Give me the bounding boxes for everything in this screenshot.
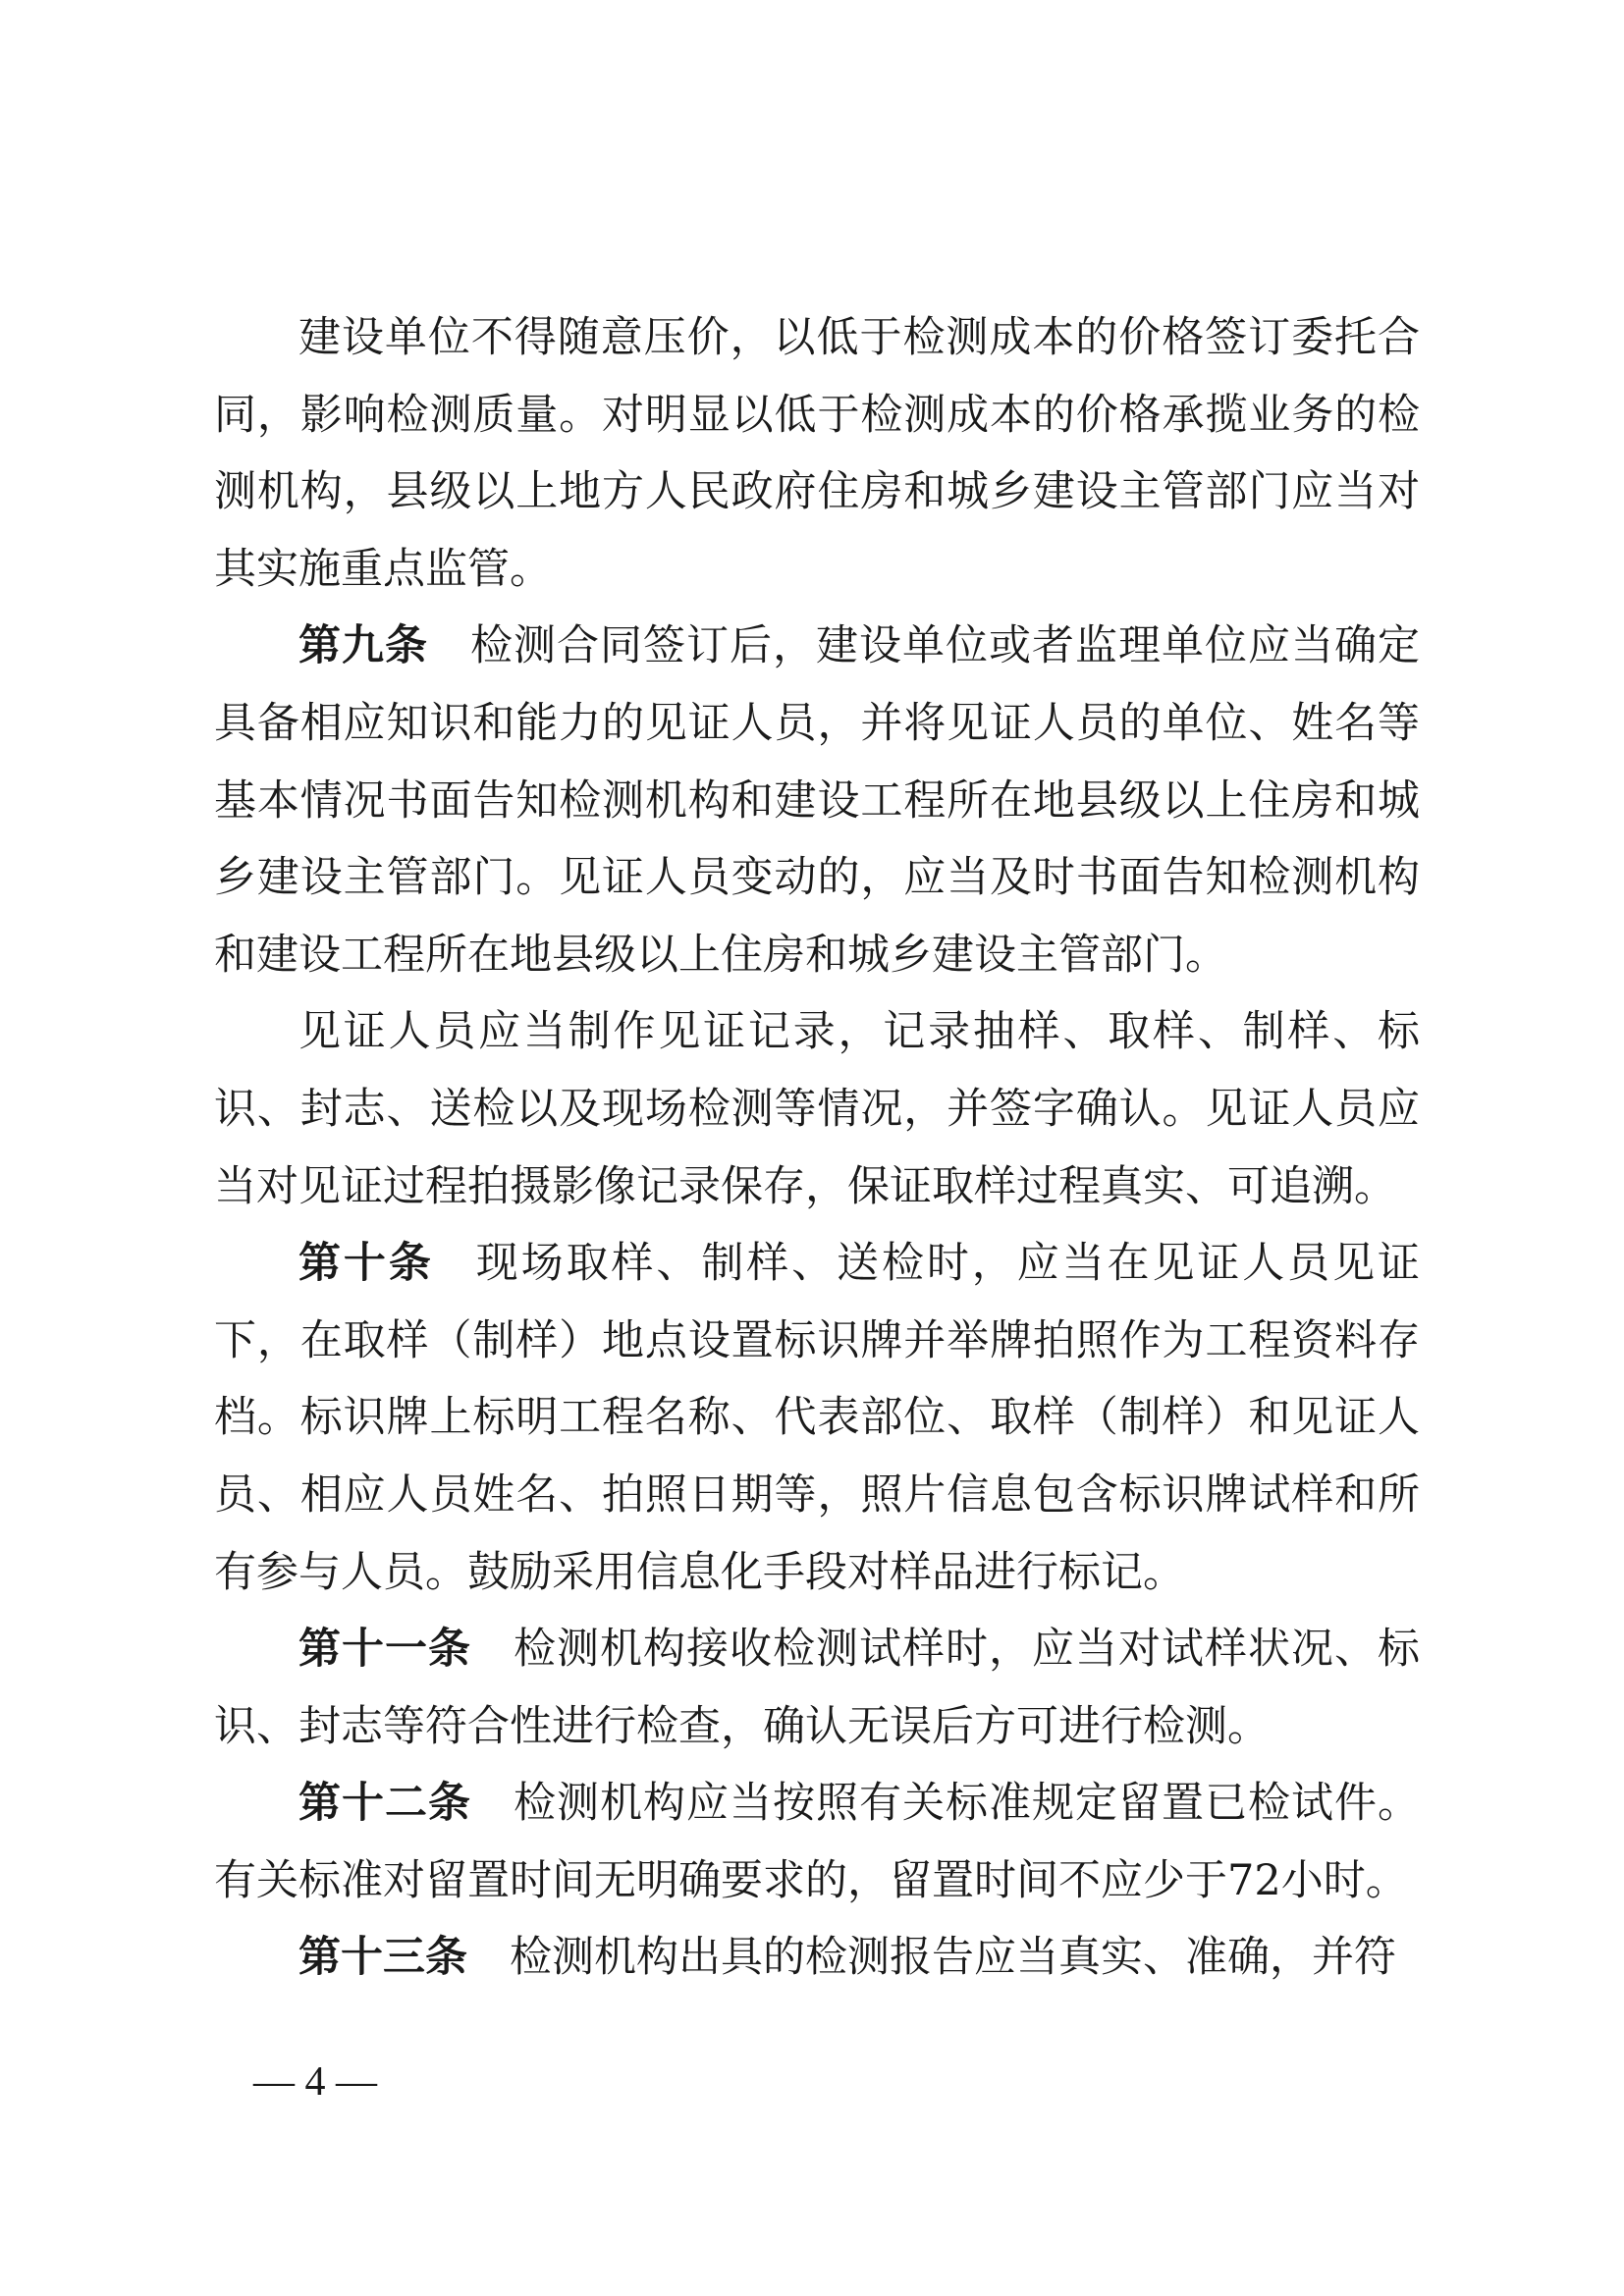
paragraph-witness-records — [214, 993, 1420, 1225]
paragraph-text: 检测机构应当按照有关标准规定留置已检试件。有关标准对留置时间无明确要求的，留置时间不应少于72小时。 — [214, 1779, 1420, 1905]
article-12 — [214, 1765, 1420, 1919]
article-number: 第十三条 — [298, 1933, 467, 1983]
article-9 — [214, 608, 1420, 993]
article-number: 第十二条 — [298, 1779, 471, 1829]
paragraph-text: 检测机构接收检测试样时，应当对试样状况、标识、封志等符合性进行检查，确认无误后方可进行检测。 — [214, 1625, 1420, 1751]
paragraph-1 — [214, 299, 1420, 608]
page-number: — 4 — — [253, 2059, 377, 2105]
paragraph-text: 现场取样、制样、送检时，应当在见证人员见证下，在取样（制样）地点设置标识牌并举牌拍照作为工程资料存档。标识牌上标明工程名称、代表部位、取样（制样）和见证人员、相应人员姓名、拍照日期等，照片信息包含标识牌试样和所有参与人员。鼓励采用信息化手段对样品进行标记。 — [214, 1239, 1421, 1597]
article-13 — [214, 1919, 1420, 1997]
paragraph-text: 检测机构出具的检测报告应当真实、准确，并符 — [510, 1933, 1396, 1983]
document-body — [214, 299, 1420, 1997]
article-10 — [214, 1225, 1420, 1611]
article-number: 第十一条 — [298, 1625, 471, 1675]
paragraph-text: 检测合同签订后，建设单位或者监理单位应当确定具备相应知识和能力的见证人员，并将见证人员的单位、姓名等基本情况书面告知检测机构和建设工程所在地县级以上住房和城乡建设主管部门。见证人员变动的，应当及时书面告知检测机构和建设工程所在地县级以上住房和城乡建设主管部门。 — [214, 621, 1420, 980]
article-number: 第九条 — [298, 621, 428, 671]
paragraph-text: 见证人员应当制作见证记录，记录抽样、取样、制样、标识、封志、送检以及现场检测等情况，并签字确认。见证人员应当对见证过程拍摄影像记录保存，保证取样过程真实、可追溯。 — [214, 1007, 1420, 1211]
paragraph-text: 建设单位不得随意压价，以低于检测成本的价格签订委托合同，影响检测质量。对明显以低于检测成本的价格承揽业务的检测机构，县级以上地方人民政府住房和城乡建设主管部门应当对其实施重点监管。 — [214, 313, 1420, 594]
article-number: 第十条 — [298, 1239, 434, 1289]
article-11 — [214, 1611, 1420, 1765]
